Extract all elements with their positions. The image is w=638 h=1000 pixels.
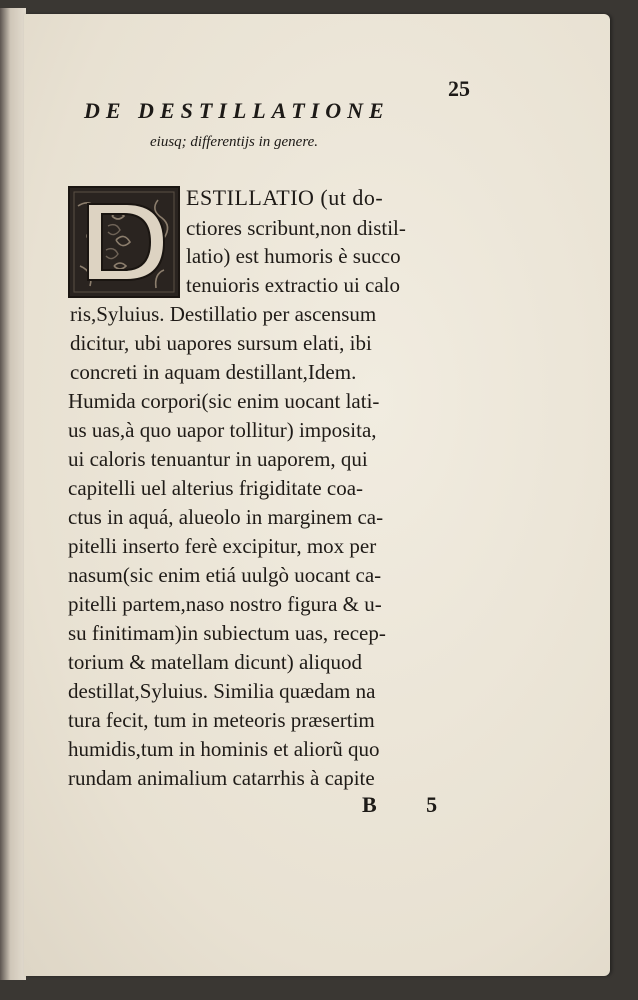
text-line: ris,Syluius. Destillatio per ascensum (70, 302, 377, 326)
text-line: ESTILLATIO (ut do- (186, 185, 384, 210)
text-line: latio) est humoris è succo (186, 244, 401, 268)
text-line: tura fecit, tum in meteoris præsertim (68, 708, 375, 732)
facing-page-edge (0, 8, 26, 980)
text-line: su finitimam)in subiectum uas, recep- (68, 621, 386, 645)
text-line: humidis,tum in hominis et aliorũ quo (68, 737, 380, 761)
text-line: concreti in aquam destillant,Idem. (70, 360, 357, 384)
text-line: nasum(sic enim etiá uulgò uocant ca- (68, 563, 382, 587)
signature-mark: B 5 (362, 792, 460, 817)
text-line: destillat,Syluius. Similia quædam na (68, 679, 376, 703)
text-line: capitelli uel alterius frigiditate coa- (68, 476, 364, 500)
text-line: ui caloris tenuantur in uaporem, qui (68, 447, 368, 471)
page-number: 25 (448, 76, 470, 101)
text-line: pitelli inserto ferè excipitur, mox per (68, 534, 377, 558)
chapter-title: DE DESTILLATIONE (84, 98, 390, 123)
text-line: ctus in aquá, alueolo in marginem ca- (68, 505, 384, 529)
decorated-initial-d-icon (68, 186, 180, 298)
text-line: Humida corpori(sic enim uocant lati- (68, 389, 380, 413)
text-line: tenuioris extractio ui calo (186, 273, 401, 297)
text-line: rundam animalium catarrhis à capite (68, 766, 375, 790)
text-line: torium & matellam dicunt) aliquod (68, 650, 362, 674)
text-line: pitelli partem,naso nostro figura & u- (68, 592, 382, 616)
text-line: ctiores scribunt,non distil- (186, 216, 406, 240)
chapter-subtitle: eiusq; differentijs in genere. (150, 134, 319, 150)
text-line: dicitur, ubi uapores sursum elati, ibi (70, 331, 372, 355)
text-line: us uas,à quo uapor tollitur) imposita, (68, 418, 377, 442)
